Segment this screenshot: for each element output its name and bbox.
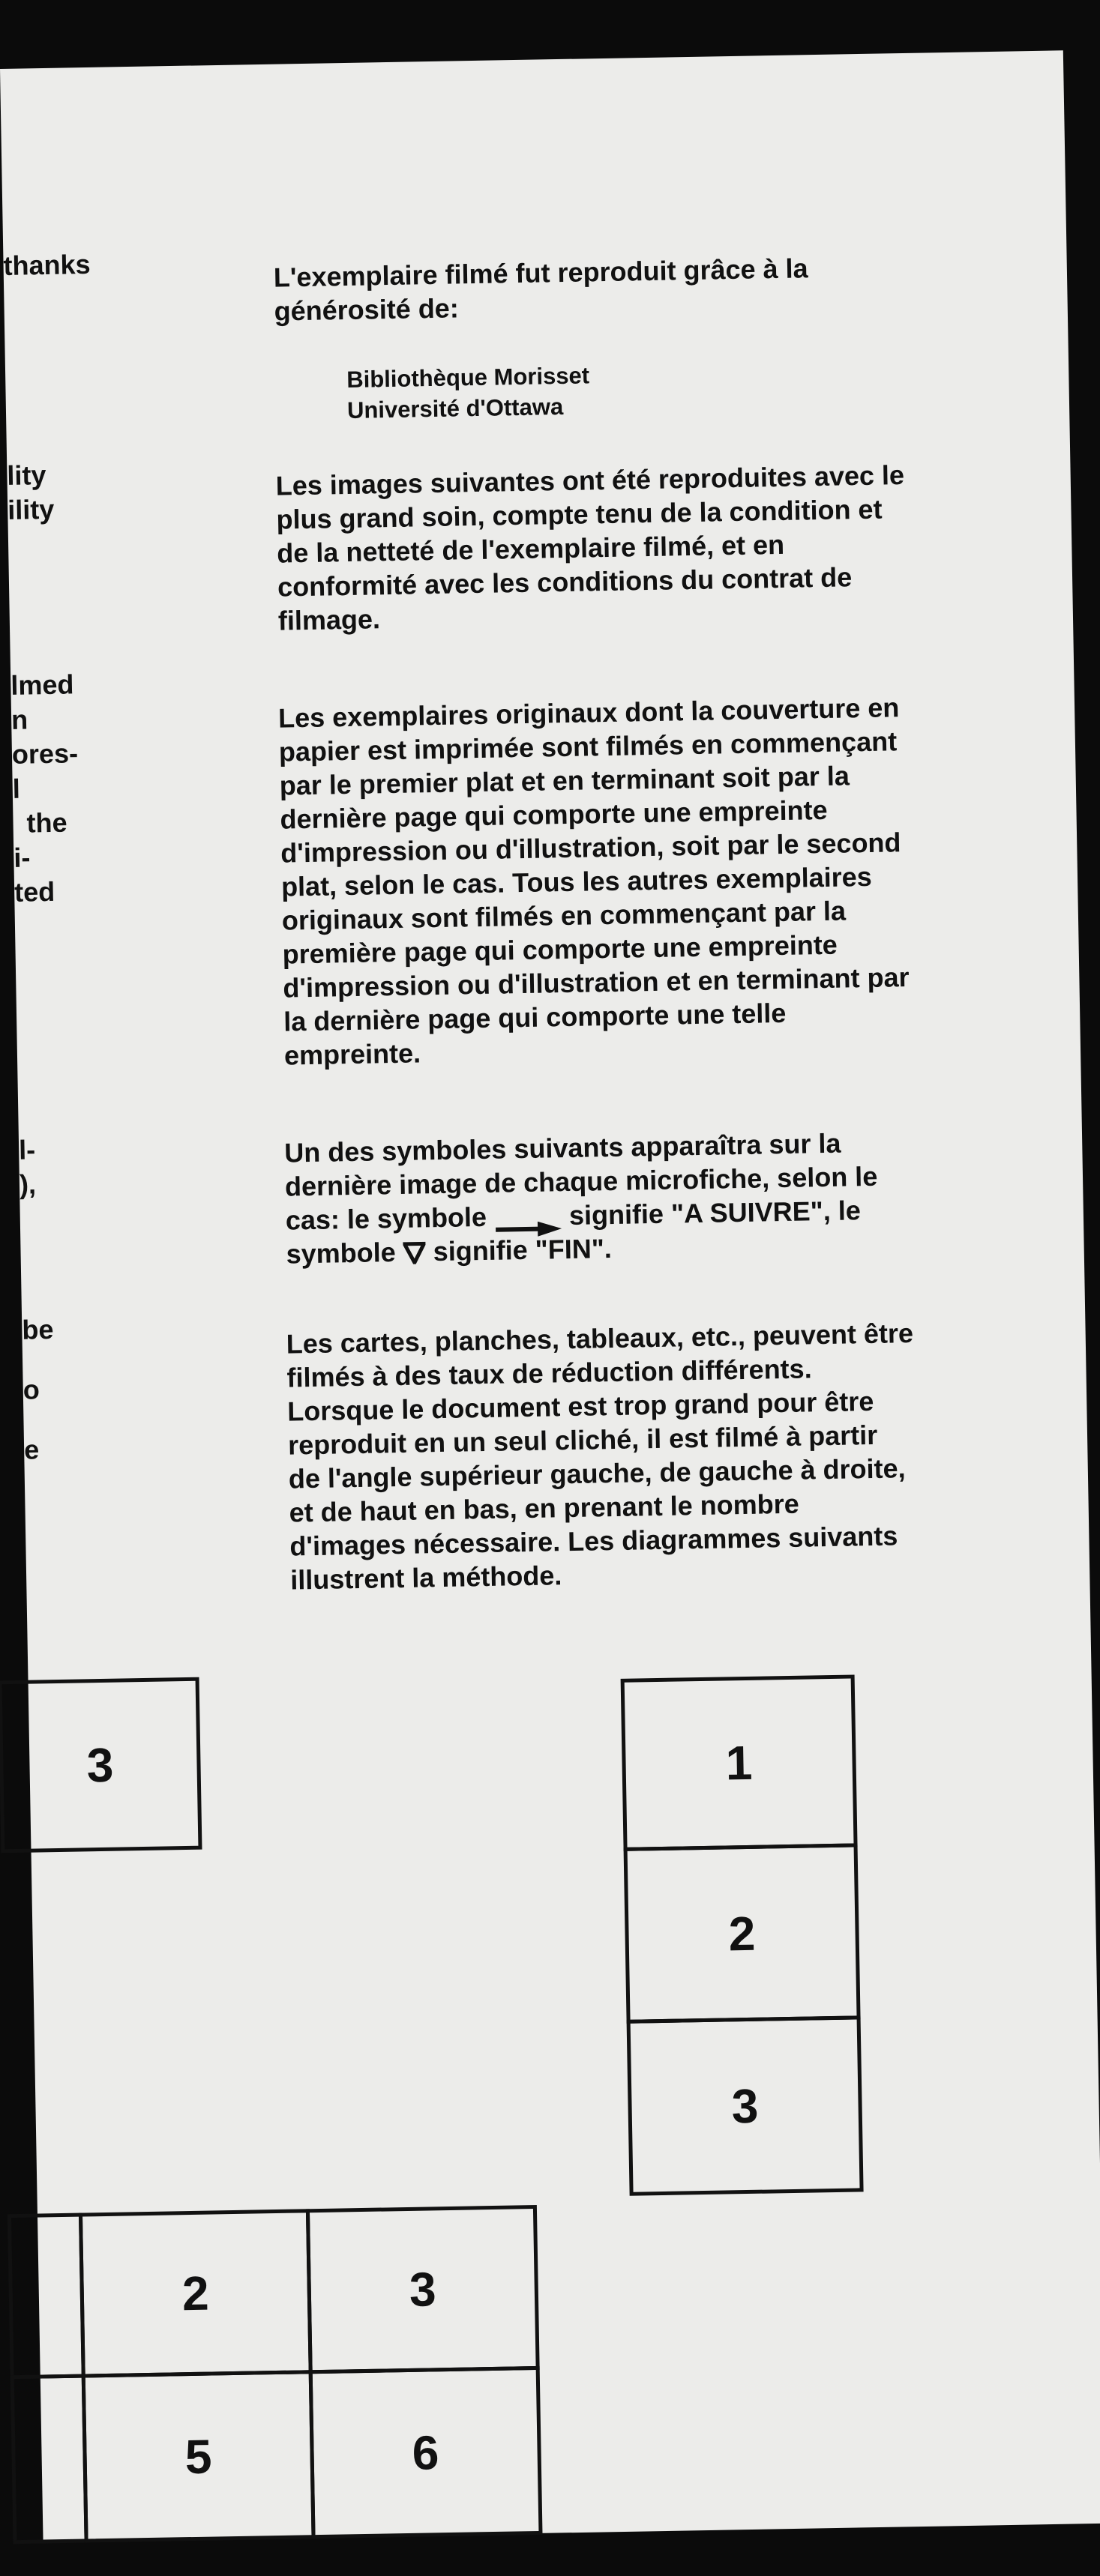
diagram-grid-cell bbox=[7, 2213, 85, 2380]
diagram-grid-cell: 5 bbox=[82, 2370, 316, 2542]
text-line: L'exemplaire filmé fut reproduit grâce à la bbox=[273, 253, 808, 293]
diagram-horizontal-cell: 3 bbox=[0, 1677, 202, 1853]
text-fragment: signifie "A SUIVRE", le bbox=[568, 1195, 862, 1231]
text-line: papier est imprimée sont filmés en commençant bbox=[278, 726, 898, 767]
text-fragment: cas: le symbole bbox=[285, 1201, 487, 1236]
text-line: Lorsque le document est trop grand pour être bbox=[286, 1385, 874, 1427]
text-line: originaux sont filmés en commençant par la bbox=[281, 895, 847, 936]
text-fragment: symbole bbox=[286, 1237, 397, 1270]
left-fragment: thanks bbox=[3, 248, 91, 281]
text-fragment: signifie "FIN". bbox=[433, 1233, 613, 1267]
left-fragment: the bbox=[26, 806, 67, 839]
diagram-grid-cell: 2 bbox=[79, 2209, 313, 2377]
intro-paragraph bbox=[274, 248, 1009, 328]
text-line: la dernière page qui comporte une telle bbox=[283, 997, 787, 1037]
text-line: Les images suivantes ont été reproduites avec le bbox=[275, 459, 905, 501]
left-fragment: ted bbox=[13, 875, 55, 908]
text-line: filmage. bbox=[277, 603, 381, 636]
text-line: première page qui comporte une empreinte bbox=[282, 929, 838, 970]
left-fragment: l- bbox=[18, 1134, 36, 1165]
text-line: de l'angle supérieur gauche, de gauche à droite, bbox=[288, 1453, 906, 1494]
diagram-vertical-cell: 2 bbox=[624, 1843, 861, 2023]
text-line: filmés à des taux de réduction différents. bbox=[286, 1353, 812, 1393]
symbols-paragraph bbox=[284, 1123, 1021, 1274]
left-fragment: o bbox=[22, 1374, 40, 1405]
library-university: Université d'Ottawa bbox=[346, 393, 564, 423]
text-line: générosité de: bbox=[274, 292, 460, 327]
arrow-right-icon bbox=[494, 1210, 562, 1227]
left-fragment: e bbox=[23, 1434, 40, 1465]
text-line: de la netteté de l'exemplaire filmé, et en bbox=[276, 528, 785, 569]
originals-paragraph bbox=[278, 689, 1019, 1073]
triangle-down-icon bbox=[403, 1237, 426, 1272]
text-line: d'impression ou d'illustration, soit par le second bbox=[280, 827, 901, 869]
left-fragment: ores- bbox=[11, 737, 79, 770]
film-target-page bbox=[0, 50, 1100, 2542]
left-fragment: i- bbox=[13, 842, 31, 873]
left-fragment: ), bbox=[19, 1168, 37, 1200]
text-line: Un des symboles suivants apparaîtra sur la bbox=[283, 1127, 841, 1168]
quality-paragraph bbox=[275, 456, 1013, 638]
left-fragment: ility bbox=[7, 493, 55, 525]
text-line: d'images nécessaire. Les diagrammes suivants bbox=[289, 1520, 898, 1562]
diagram-vertical-cell: 1 bbox=[621, 1674, 858, 1850]
left-fragment: l bbox=[12, 773, 21, 804]
left-fragment: be bbox=[22, 1314, 54, 1345]
text-line: par le premier plat et en terminant soit par la bbox=[279, 760, 850, 801]
text-line: et de haut en bas, en prenant le nombre bbox=[289, 1488, 800, 1528]
text-line: dernière image de chaque microfiche, selon le bbox=[284, 1160, 878, 1202]
diagram-vertical-cell: 3 bbox=[627, 2015, 864, 2195]
text-line: plus grand soin, compte tenu de la condition et bbox=[276, 493, 883, 535]
diagram-grid-cell: 3 bbox=[306, 2205, 540, 2374]
text-line: d'impression ou d'illustration et en terminant par bbox=[283, 962, 910, 1004]
text-line: dernière page qui comporte une empreinte bbox=[280, 794, 828, 835]
text-line: reproduit en un seul cliché, il est filmé à partir bbox=[287, 1419, 878, 1461]
text-line: plat, selon le cas. Tous les autres exemplaires bbox=[280, 860, 873, 902]
left-fragment: lmed bbox=[10, 669, 74, 701]
text-line: empreinte. bbox=[283, 1037, 421, 1071]
text-line: conformité avec les conditions du contrat de bbox=[277, 561, 853, 603]
text-line: Les exemplaires originaux dont la couverture en bbox=[277, 692, 900, 734]
left-fragment: lity bbox=[7, 459, 46, 491]
left-fragment: n bbox=[10, 704, 28, 735]
diagram-grid-cell: 6 bbox=[309, 2366, 543, 2539]
maps-paragraph bbox=[286, 1314, 1025, 1596]
library-name: Bibliothèque Morisset bbox=[346, 362, 590, 393]
text-line: Les cartes, planches, tableaux, etc., peuvent être bbox=[286, 1318, 914, 1360]
diagram-grid-cell bbox=[10, 2374, 88, 2544]
text-line: illustrent la méthode. bbox=[289, 1560, 562, 1596]
